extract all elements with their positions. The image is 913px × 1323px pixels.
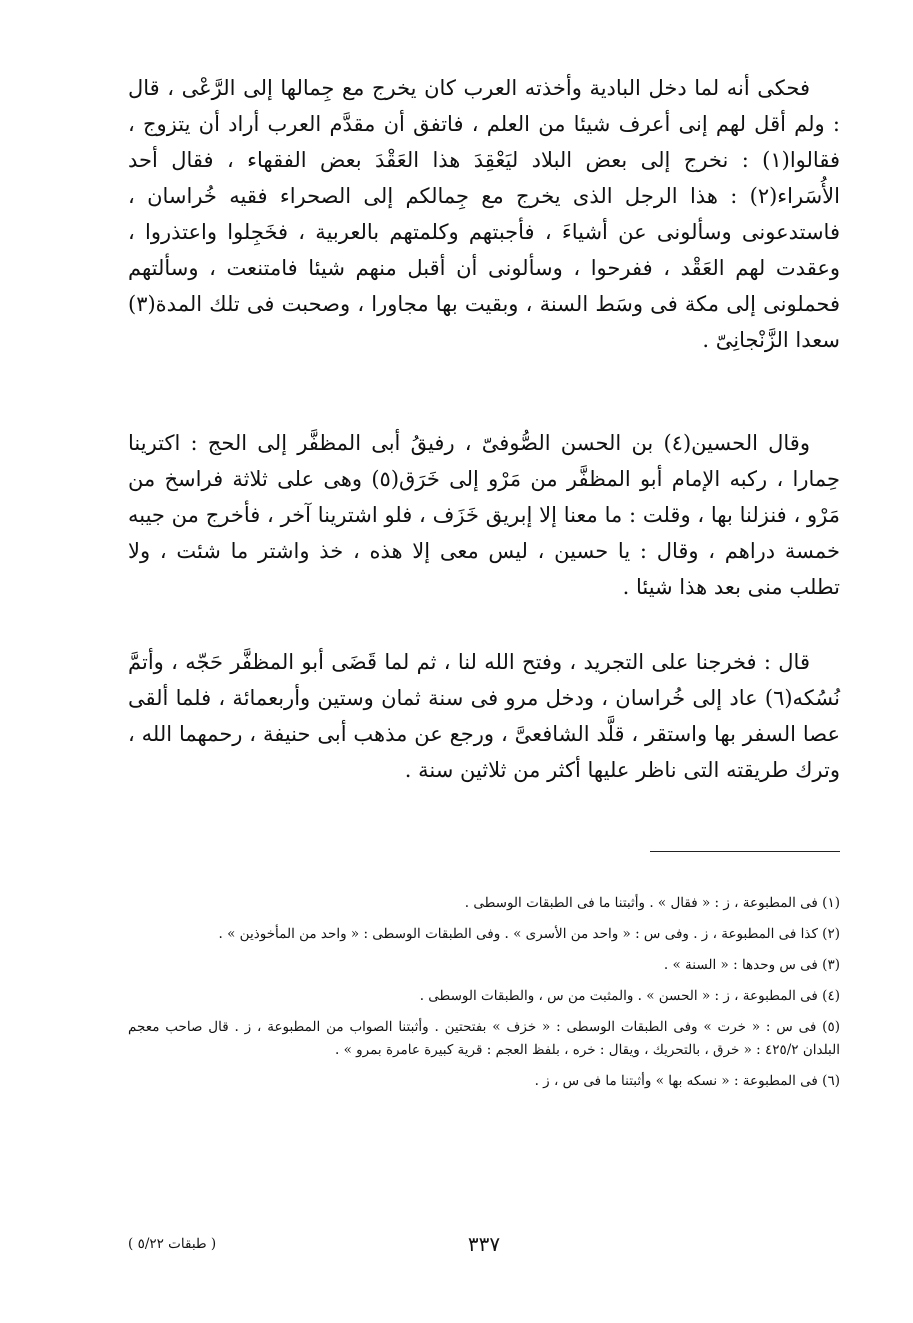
page-number: ٣٣٧	[467, 1232, 501, 1256]
main-text-paragraph-3	[128, 644, 840, 788]
page-footer	[128, 1232, 840, 1260]
paragraph: فحكى أنه لما دخل البادية وأخذته العرب كان يخرج مع جِمالها إلى الرَّعْى ، قال : ولم أقل لهم إنى أعرف شيئا من العلم ، فاتفق أن مقدَّم العرب أراد أن يتزوج ، فقالوا(١) : نخرج إلى بعض البلاد ليَعْقِدَ هذا العَقْدَ بعض الفقهاء ، فقال أحد الأُسَراء(٢) : هذا الرجل الذى يخرج مع جِمالكم إلى الصحراء فقيه خُراسان ، فاستدعونى وسألونى عن أشياءَ ، فأجبتهم وكلمتهم بالعربية ، فخَجِلوا واعتذروا ، وعقدت لهم العَقْد ، ففرحوا ، وسألونى أن أقبل منهم شيئا فامتنعت ، وسألتهم فحملونى إلى مكة فى وسَط السنة ، وبقيت بها مجاورا ، وصحبت فى تلك المدة(٣) سعدا الزَّنْجانِىّ .	[128, 76, 840, 352]
footnote: (١) فى المطبوعة ، ز : « فقال » . وأثبتنا ما فى الطبقات الوسطى .	[464, 895, 840, 911]
footnote: (٢) كذا فى المطبوعة ، ز . وفى س : « واحد من الأسرى » . وفى الطبقات الوسطى : « واحد من المأخوذين » .	[218, 926, 840, 942]
footnote: (٥) فى س : « خرت » وفى الطبقات الوسطى : « خزف » بفتحتين . وأثبتنا الصواب من المطبوعة ، ز . قال صاحب معجم البلدان ٤٢٥/٢ : « خرق ، بالتحريك ، ويقال : خره ، بلفظ العجم : قرية كبيرة عامرة بمرو » .	[128, 1019, 840, 1058]
paragraph: قال : فخرجنا على التجريد ، وفتح الله لنا ، ثم لما قَضَى أبو المظفَّر حَجّه ، وأتمَّ نُسُكه(٦) عاد إلى خُراسان ، ودخل مرو فى سنة ثمان وستين وأربعمائة ، فلما ألقى عصا السفر بها واستقر ، قلَّد الشافعىَّ ، ورجع عن مذهب أبى حنيفة ، رحمهما الله ، وترك طريقته التى ناظر عليها أكثر من ثلاثين سنة .	[128, 650, 840, 782]
footnotes-section	[128, 892, 840, 1101]
paragraph: وقال الحسين(٤) بن الحسن الصُّوفىّ ، رفيقُ أبى المظفَّر إلى الحج : اكترينا حِمارا ، ركبه الإمام أبو المظفَّر من مَرْو إلى خَرَق(٥) وهى على ثلاثة فراسخ من مَرْو ، فنزلنا بها ، وقلت : ما معنا إلا إبريق خَزَف ، فلو اشترينا آخر ، فأخرج من جيبه خمسة دراهم ، وقال : يا حسين ، ليس معى إلا هذه ، خذ واشتر ما شئت ، ولا تطلب منى بعد هذا شيئا .	[128, 431, 840, 599]
signature-mark: ( طبقات ٥/٢٢ )	[128, 1236, 217, 1252]
footnote: (٣) فى س وحدها : « السنة » .	[663, 957, 840, 973]
main-text-paragraph-1	[128, 70, 840, 358]
footnote: (٦) فى المطبوعة : « نسكه بها » وأثبتنا ما فى س ، ز .	[534, 1073, 840, 1089]
main-text-paragraph-2	[128, 425, 840, 605]
footnote: (٤) فى المطبوعة ، ز : « الحسن » . والمثبت من س ، والطبقات الوسطى .	[419, 988, 840, 1004]
footnote-divider	[650, 851, 840, 852]
